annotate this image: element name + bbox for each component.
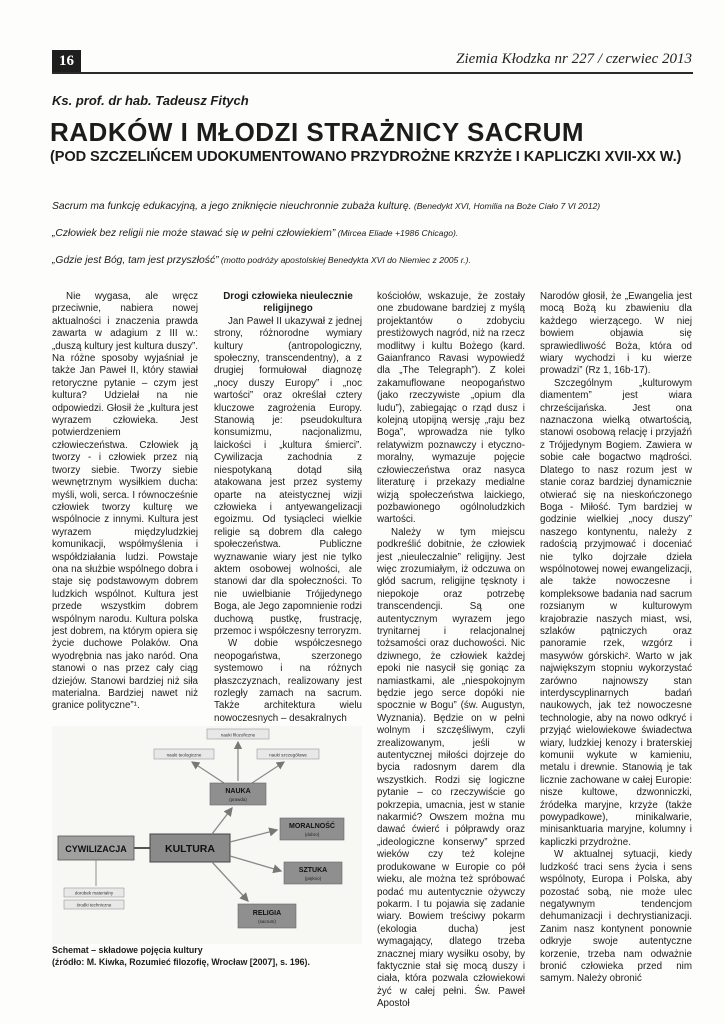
label-material-output: dorobek materialny — [74, 890, 114, 896]
article-title: RADKÓW I MŁODZI STRAŻNICY SACRUM — [50, 117, 585, 147]
label-morality-sub: (dobro) — [304, 832, 320, 837]
label-religion: RELIGIA — [252, 910, 282, 917]
figure-caption — [52, 945, 362, 968]
paragraph: W dobie współczesnego neopogaństwa, szerzonego systemowo i na różnych płaszczyznach, realizowany jest rozległy zamach na sacrum. Także architektura wielu nowoczesnych – desakralnych — [214, 638, 362, 724]
motto-source: (motto podróży apostolskiej Benedykta XVI do Niemiec z 2005 r.). — [218, 255, 471, 265]
article-subtitle: (POD SZCZELIŃCEM UDOKUMENTOWANO PRZYDROŻNE KRZYŻE I KAPLICZKI XVII-XX W.) — [50, 149, 682, 165]
caption-title: Schemat – składowe pojęcia kultury — [52, 945, 203, 955]
label-morality: MORALNOŚĆ — [289, 823, 335, 830]
text-column-2 — [214, 291, 362, 725]
motto-source: (Mircea Eliade +1986 Chicago). — [335, 228, 459, 238]
section-heading: Drogi człowieka nieulecznie religijnego — [223, 291, 353, 315]
motto-text: „Gdzie jest Bóg, tam jest przyszłość” — [52, 255, 219, 266]
paragraph: Należy w tym miejscu podkreślić dobitnie, że człowiek jest „nieuleczalnie” religijny. Jest więc zrozumiałym, iż odczuwa on głód sacrum, religijne tęsknoty i niepokoje oraz potrzebę transcendencji. Są one autentycznym wyrazem jego trynitarnej i relacjonalnej tożsamości oraz duchowości. Nic dziwnego, że człowiek każdej epoki nie nasycił się goniąc za namiastkami, ale „niespokojnym będzie jego serce dopóki nie spocznie w Bogu” (św. Augustyn, Wyznania). Będzie on w pełni wolnym i szczęśliwym, czyli zrealizowanym, jeśli w autentycznej miłości dojrzeje do bycia radosnym darem dla wszystkich. Rodzi się logiczne pytanie – co rzeczywiście go pokrzepia, umacnia, jest w stanie nakarmić? Owszem można mu dawać ćwierć i półprawdy oraz „ideologiczne konserwy” sprzed wieków czy też kolejne produkowane w Europie co pół wieku, ale można też spróbować podać mu autentycznie ożywczy pokarm. I tu pojawia się zadanie wiary. Bowiem treściwy pokarm (ekologia ducha) jest wymagający, dlatego trzeba znacznej miary wysiłku osoby, by faktycznie stał się mocą duszy i ciała, która pozwala człowiekowi żyć w całej pełni. Św. Paweł Apostoł — [377, 526, 525, 1010]
text-column-3 — [377, 291, 525, 1011]
label-science: NAUKA — [225, 788, 251, 795]
paragraph: Szczególnym „kulturowym diamentem” jest wiara chrześcijańska. Jest ona naznaczona wielką otwartością, stanowi osobową relację i przyjaźń z Trójjedynym Bogiem. Zawiera w sobie całe bogactwo mądrości. Dlatego to nasz rozum jest w stanie coraz bardziej dynamicznie otwierać się na nieskończonego Boga - Miłość. Tym bardziej w godzinie wielkiej „nocy duszy” naszego kontynentu, należy z radością przyjmować i doceniać nie tylko dojrzałe dzieła wspólnotowej nowej ewangelizacji, ale także nowoczesne i kompleksowe badania nad sacrum rozsianym w kulturowym krajobrazie naszych miast, wsi, szlaków pątniczych oraz panoramie rzek, wzgórz i masywów górskich². Warto w jak największym stopniu wykorzystać zarówno najnowszy stan interdyscyplinarnych badań naukowych, jak też nowoczesne technologie, aby na nowo odkryć i przyjąć wielowiekowe świadectwa wiary, ludzkiej kenozy i braterskiej komunii wykute w kamieniu, metalu i drewnie. Stanowią je tak licznie zachowane w całej Europie: nisze kultowe, dzwonniczki, źródełka maryjne, krzyże (także powypadkowe), minikalwarie, minisanktuaria maryjne, kolumny i kapliczki przydrożne. — [540, 377, 692, 848]
paragraph: Narodów głosił, że „Ewangelia jest mocą Bożą ku zbawieniu dla każdego wierzącego. W niej bowiem objawia się sprawiedliwość Boża, która od wiary wychodzi i ku wierze prowadzi” (Rz 1, 16b-17). — [540, 291, 692, 377]
label-art: SZTUKA — [298, 867, 328, 874]
motto-text: Sacrum ma funkcję edukacyjną, a jego zniknięcie nieuchronnie zubaża kulturę. — [52, 201, 412, 212]
paragraph: W aktualnej sytuacji, kiedy ludzkość traci sens życia i sens wspólnoty, Europa i Polska, aby pozostać sobą, nie może ulec negatywnym tendencjom dehumanizacji i dechrystianizacji. Zanim nasz kontynent ponownie odkryje swoje autentyczne korzenie, trzeba nam odważnie bronić człowieka przed nim samym. Należy obronić — [540, 849, 692, 985]
motto-2 — [52, 226, 458, 241]
page-number: 16 — [52, 50, 81, 73]
header-rule — [52, 72, 693, 74]
label-culture: KULTURA — [165, 843, 215, 855]
text-column-4 — [540, 291, 692, 986]
article-author: Ks. prof. dr hab. Tadeusz Fitych — [52, 93, 249, 108]
label-theology: nauki teologiczne — [166, 752, 202, 758]
motto-text: „Człowiek bez religii nie może stawać się w pełni człowiekiem” — [52, 228, 336, 239]
label-science-sub: (prawda) — [229, 797, 247, 802]
label-detailed-sciences: nauki szczegółowe — [269, 752, 307, 758]
label-religion-sub: (sacrum) — [258, 919, 276, 924]
label-technical-means: środki techniczne — [76, 902, 112, 908]
paragraph: Nie wygasa, ale wręcz przeciwnie, nabiera nowej aktualności i znaczenia prawda zawarta w adagium z III w.: „duszą kultury jest kultura duszy”. Na różne sposoby wyjaśniał je także Jan Paweł II, który stawiał retoryczne pytanie – czym jest kultura? Udzielał na nie odpowiedzi. Głosił że „kultura jest wyrazem człowieka. Jest potwierdzeniem człowieczeństwa. Człowiek ją tworzy - i człowiek przez nią tworzy siebie. Tworzy siebie wewnętrznym wysiłkiem ducha: myśli, woli, serca. I równocześnie człowiek tworzy kulturę we wspólnocie z innymi. Kultura jest wyrazem międzyludzkiej komunikacji, współmyślenia i współdziałania ludzi. Powstaje ona na służbie wspólnego dobra i staje się podstawowym dobrem ludzkich wspólnot. Kultura jest przede wszystkim dobrem wspólnym narodu. Kultura polska jest dobrem, na którym opiera się życie duchowe Polaków. Ona wyodrębnia nas jako naród. Ona stanowi o nas przez cały ciąg dziejów. Stanowi bardziej niż siła materialna. Bardziej nawet niż granice polityczne”¹. — [52, 291, 198, 712]
motto-source: (Benedykt XVI, Homilia na Boże Ciało 7 VI 2012) — [411, 201, 601, 211]
motto-3 — [52, 253, 471, 268]
label-civilization: CYWILIZACJA — [65, 844, 127, 854]
diagram-svg — [52, 726, 362, 944]
label-art-sub: (piękno) — [304, 876, 322, 881]
journal-title: Ziemia Kłodzka nr 227 / czerwiec 2013 — [456, 51, 692, 67]
motto-1 — [52, 199, 600, 214]
label-philosophy: nauki filozoficzne — [220, 732, 256, 738]
paragraph: kościołów, wskazuje, że zostały one zbudowane bardziej z myślą projektantów o zdobyciu prestiżowych nagród, niż na rzecz modlitwy i kultu Bożego (kard. Gaianfranco Ravasi wypowiedź dla „The Telegraph”). Z kolei zakamuflowane neopogaństwo (jako rzeczywiste „opium dla ludu”), zabiegając o rząd dusz i kolejną utopijną wersję „raju bez Boga”, wprowadza nie tylko relatywizm poznawczy i etyczno-moralny, wymazuje pojęcie człowieczeństwa oraz nasyca literaturę i przekazy medialne wizją społeczeństwa laickiego, pozbawionego ogólnoludzkich wartości. — [377, 291, 525, 526]
caption-source: (źródło: M. Kiwka, Rozumieć filozofię, Wrocław [2007], s. 196). — [52, 956, 310, 967]
paragraph: Jan Paweł II ukazywał z jednej strony, różnorodne wymiary kultury (antropologiczny, społeczny, transcendentny), a z drugiej formułował diagnozę „nocy duszy Europy” i „noc wartości” oraz określał cztery kluczowe zagrożenia Europy. Stanowią je: pseudokultura konsumizmu, nacjonalizmu, laickości i „kultura śmierci”. Cywilizacja zachodnia z niespotykaną dotąd siłą atakowana jest przez systemy oparte na ateistycznej wizji człowieka i antyewangelizacji egoizmu. Od tysiącleci wielkie religie są dobrem dla całego społeczeństwa. Publiczne wyznawanie wiary jest nie tylko aktem osobowej wolności, ale stanowi dar dla społeczności. To nie uwielbianie Trójjedynego Boga, ale Jego zapomnienie rodzi duchową pustkę, frustrację, przemoc i współczesny terroryzm. — [214, 315, 362, 637]
text-column-1 — [52, 291, 198, 713]
culture-diagram — [52, 726, 362, 944]
